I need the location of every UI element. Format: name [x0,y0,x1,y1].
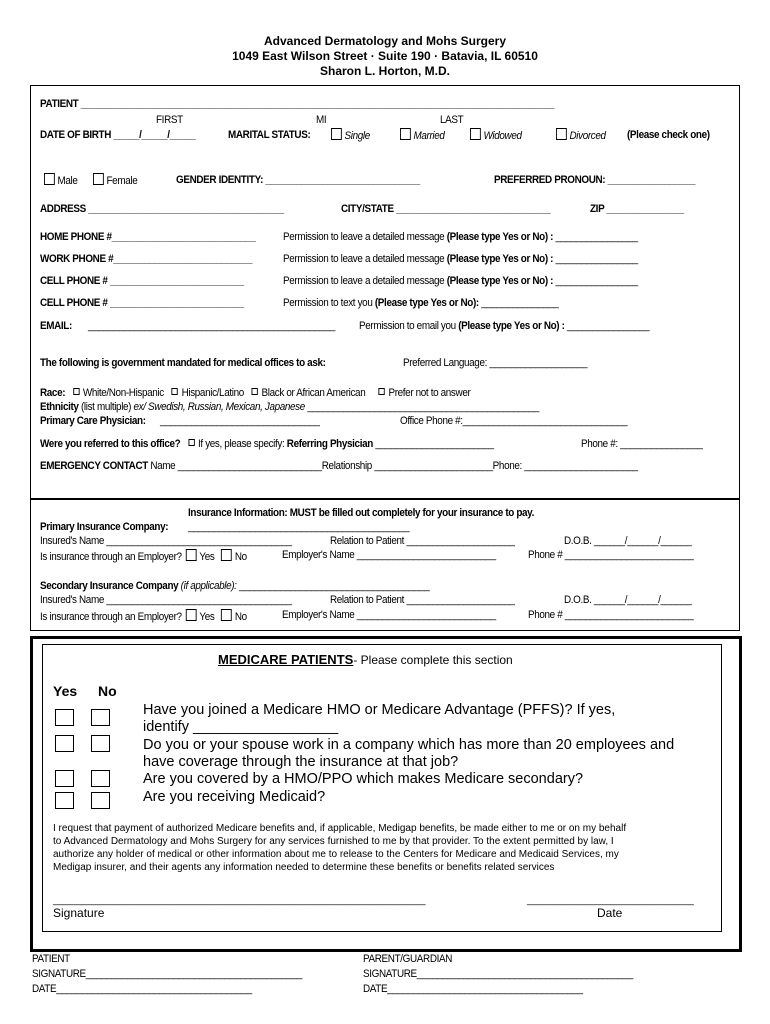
q4-yes-checkbox[interactable] [55,792,74,809]
marital-single[interactable] [331,128,370,142]
cell-permission-input[interactable]: ________________ [555,275,638,287]
home-permission: Permission to leave a detailed message (Please type Yes or No) : ________________ [283,231,638,243]
employer-no-2: No [234,611,247,623]
medicare-q3: Are you covered by a HMO/PPO which makes Medicare secondary? [143,771,584,787]
gov-mandated-note: The following is government mandated for medical offices to ask: [40,357,326,369]
checkbox-icon[interactable] [186,549,197,561]
emergency-row [40,460,638,472]
marital-widowed[interactable] [470,128,522,142]
date-label: Date [597,906,623,920]
employer-name-field-2[interactable]: Employer's Name ___________________________ [282,609,496,621]
first-label: FIRST [156,114,183,126]
relation-field-2[interactable]: Relation to Patient _____________________ [330,594,515,606]
q1-no-checkbox[interactable] [91,709,110,726]
secondary-insurance-row [40,580,429,592]
referring-phone-field[interactable]: Phone #: ________________ [581,438,703,450]
referred-label: Were you referred to this office? [40,438,181,450]
cell-phone-field[interactable]: CELL PHONE # __________________________ [40,275,244,287]
checkbox-icon[interactable] [470,128,481,140]
emergency-relationship-input[interactable]: Relationship _______________________ [321,460,493,472]
signature-label: Signature [53,906,105,920]
emergency-label: EMERGENCY CONTACT [40,460,148,472]
doctor-name: Sharon L. Horton, M.D. [320,64,450,78]
sex-male[interactable] [44,173,78,187]
if-applicable-note: (if applicable): [180,580,237,592]
work-permission: Permission to leave a detailed message (Please type Yes or No) : ________________ [283,253,638,265]
gender-identity-field[interactable]: GENDER IDENTITY: ______________________________ [176,174,420,186]
checkbox-icon[interactable] [252,388,258,395]
secondary-insurance-label: Secondary Insurance Company [40,580,179,592]
referred-yes: If yes, please specify: [198,438,285,450]
footer-guardian-label: PARENT/GUARDIAN [363,953,453,965]
referring-physician-label: Referring Physician [286,438,373,450]
footer-patient-label: PATIENT [32,953,70,965]
insured-dob-field[interactable]: D.O.B. ______/______/______ [564,535,692,547]
q3-no-checkbox[interactable] [91,770,110,787]
practice-address: 1049 East Wilson Street · Suite 190 · Batavia, IL 60510 [232,49,538,63]
last-label: LAST [440,114,464,126]
checkbox-icon[interactable] [73,388,79,395]
race-black: Black or African American [261,387,366,399]
single-label: Single [344,130,370,142]
medicare-no-header: No [98,683,117,699]
race-prefer-not: Prefer not to answer [388,387,471,399]
checkbox-icon[interactable] [400,128,411,140]
ethnicity-row [40,401,539,413]
dob-field[interactable]: DATE OF BIRTH _____/_____/_____ [40,129,196,141]
ethnicity-label: Ethnicity [40,401,79,413]
q1-yes-checkbox[interactable] [55,709,74,726]
insured-name-field-2[interactable]: Insured's Name ____________________________________ [40,594,292,606]
mi-label: MI [316,114,327,126]
male-label: Male [57,175,78,187]
insurance-phone-field[interactable]: Phone # _________________________ [528,549,694,561]
pronoun-field[interactable]: PREFERRED PRONOUN: _________________ [494,174,696,186]
work-permission-input[interactable]: ________________ [555,253,638,265]
emergency-name-input[interactable]: Name ____________________________ [150,460,322,472]
cell-permission: Permission to leave a detailed message (Please type Yes or No) : ________________ [283,275,638,287]
email-label: EMAIL: [40,320,72,332]
medicare-title-row [218,652,513,667]
work-phone-field[interactable]: WORK PHONE #___________________________ [40,253,253,265]
insurance-title: Insurance Information: MUST be filled out completely for your insurance to pay. [188,507,534,519]
employer-yes: Yes [199,551,215,563]
medicare-signature-line[interactable]: ___________________________________________________________________ [53,895,426,906]
widowed-label: Widowed [483,130,522,142]
medicare-subtitle: - Please complete this section [353,653,513,667]
employer-question-2: Is insurance through an Employer? Yes No [40,611,247,623]
primary-insurance-field[interactable]: ___________________________________________ [188,521,410,533]
q2-no-checkbox[interactable] [91,735,110,752]
divorced-label: Divorced [569,130,606,142]
checkbox-icon[interactable] [556,128,567,140]
insurance-phone-field-2[interactable]: Phone # _________________________ [528,609,694,621]
consent-line-3: authorize any holder of medical or other information about me to release to the Centers for Medicare and Medicaid Services, my [53,849,619,860]
address-field[interactable]: ADDRESS ______________________________________ [40,203,284,215]
consent-line-4: Medigap insurer, and their agents any information needed to determine these benefits or benefits related services [53,862,555,873]
checkbox-icon[interactable] [186,609,197,621]
checkbox-icon[interactable] [44,173,55,185]
cell-phone-text-field[interactable]: CELL PHONE # __________________________ [40,297,244,309]
medicare-q1-line1: Have you joined a Medicare HMO or Medicare Advantage (PFFS)? If yes, [143,702,616,718]
checkbox-icon[interactable] [221,549,232,561]
footer-patient-date[interactable]: DATE______________________________________ [32,983,252,995]
marital-married[interactable] [400,128,445,142]
email-field[interactable]: ________________________________________________ [88,320,336,332]
consent-line-2: to Advanced Dermatology and Mohs Surgery for any services furnished to me by that provider. To the extent permitted by law, I [53,836,614,847]
q4-no-checkbox[interactable] [91,792,110,809]
race-row [40,387,470,399]
pcp-field[interactable]: _______________________________ [160,415,320,427]
office-phone-field[interactable]: Office Phone #:________________________________ [400,415,628,427]
marital-status-label: MARITAL STATUS: [228,129,311,141]
race-white: White/Non-Hispanic [82,387,164,399]
check-one-note: (Please check one) [627,129,710,141]
race-hispanic: Hispanic/Latino [181,387,244,399]
footer-guardian-date[interactable]: DATE______________________________________ [363,983,583,995]
preferred-language-field[interactable]: Preferred Language: ___________________ [403,357,588,369]
email-permission: Permission to email you (Please type Yes or No) : ________________ [359,320,650,332]
text-permission: Permission to text you (Please type Yes or No): _______________ [283,297,559,309]
city-state-field[interactable]: CITY/STATE ______________________________ [341,203,551,215]
home-phone-field[interactable]: HOME PHONE #____________________________ [40,231,256,243]
race-label: Race: [40,387,66,399]
sex-female[interactable] [93,173,137,187]
female-label: Female [106,175,138,187]
patient-name-field[interactable]: PATIENT ____________________________________________________________________________________________ [40,98,555,110]
checkbox-icon[interactable] [331,128,342,140]
medicare-date-line[interactable]: ______________________________ [527,895,694,906]
medicare-q2-line1: Do you or your spouse work in a company which has more than 20 employees and [143,737,675,753]
medicare-yes-header: Yes [53,683,78,699]
footer-guardian-signature[interactable]: SIGNATURE__________________________________________ [363,968,633,980]
employer-question: Is insurance through an Employer? Yes No [40,551,247,563]
checkbox-icon[interactable] [172,388,178,395]
checkbox-icon[interactable] [379,388,385,395]
insured-name-field[interactable]: Insured's Name ____________________________________ [40,535,292,547]
medicare-q4: Are you receiving Medicaid? [143,789,326,805]
referring-physician-input[interactable]: _______________________ [375,438,494,450]
secondary-insurance-field[interactable]: _____________________________________ [238,580,430,592]
employer-no: No [234,551,247,563]
zip-field[interactable]: ZIP _______________ [590,203,684,215]
medicare-section-inner [42,644,722,932]
employer-yes-2: Yes [199,611,215,623]
medicare-title: MEDICARE PATIENTS [218,652,354,667]
ethnicity-hint: (list multiple) [80,401,132,413]
q3-yes-checkbox[interactable] [55,770,74,787]
practice-name: Advanced Dermatology and Mohs Surgery [263,34,507,48]
pcp-label: Primary Care Physician: [40,415,146,427]
ethnicity-input[interactable]: _____________________________________________ [307,401,539,413]
insured-dob-field-2[interactable]: D.O.B. ______/______/______ [564,594,692,606]
home-permission-input[interactable]: ________________ [555,231,638,243]
married-label: Married [413,130,445,142]
relation-field[interactable]: Relation to Patient _____________________ [330,535,515,547]
checkbox-icon[interactable] [188,439,194,446]
footer-patient-signature[interactable]: SIGNATURE__________________________________________ [32,968,302,980]
checkbox-icon[interactable] [93,173,104,185]
emergency-phone-input[interactable]: Phone: ______________________ [492,460,638,472]
q2-yes-checkbox[interactable] [55,735,74,752]
email-permission-input[interactable]: ________________ [566,320,650,332]
ethnicity-example: ex/ Swedish, Russian, Mexican, Japanese [133,401,305,413]
employer-name-field[interactable]: Employer's Name ___________________________ [282,549,496,561]
text-permission-input[interactable]: _______________ [481,297,559,309]
medicare-q1-line2[interactable]: identify __________________ [143,719,339,735]
medicare-q2-line2: have coverage through the insurance at that job? [143,754,459,770]
checkbox-icon[interactable] [221,609,232,621]
consent-line-1: I request that payment of authorized Medicare benefits and, if applicable, Medigap benefits, be made either to me or on my behalf [53,823,627,834]
referral-row [40,438,494,450]
primary-insurance-label: Primary Insurance Company: [40,521,169,533]
marital-divorced[interactable] [556,128,606,142]
